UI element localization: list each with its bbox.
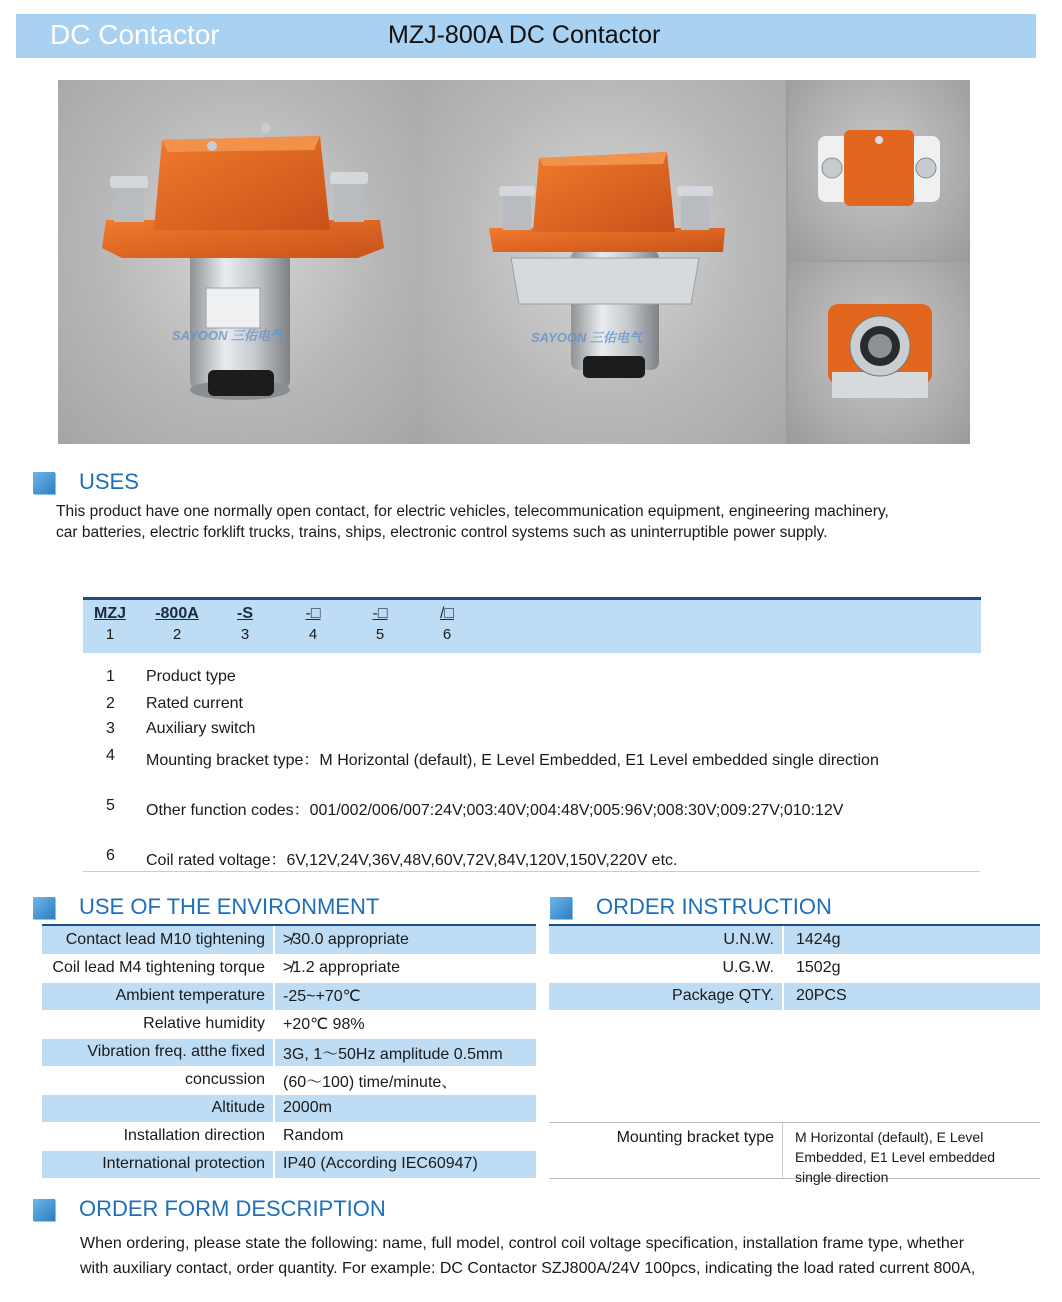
product-photo-top — [788, 80, 970, 260]
definition-number: 2 — [106, 695, 115, 712]
mounting-bracket-row — [549, 1122, 1040, 1185]
product-photo-side — [423, 80, 786, 444]
definition-number: 4 — [106, 747, 115, 764]
uses-text-line-2: car batteries, electric forklift trucks, trains, ships, electronic control systems such as uninterruptible power supply. — [56, 524, 828, 541]
definition-text: Other function codes：001/002/006/007:24V;003:40V;004:48V;005:96V;008:30V;009:27V;010:12V — [146, 802, 844, 819]
table-row — [549, 982, 1040, 1010]
model-code-number: 1 — [105, 626, 115, 643]
model-code-text: /□ — [439, 605, 455, 622]
environment-key: Relative humidity — [42, 1010, 274, 1038]
order-form-text-line-1: When ordering, please state the following: name, full model, control coil voltage specification, installation frame type, whether — [80, 1235, 965, 1252]
table-row — [42, 982, 536, 1010]
table-row — [42, 1038, 536, 1066]
order-value: 1502g — [783, 954, 1040, 982]
table-row — [42, 954, 536, 982]
environment-key: Installation direction — [42, 1122, 274, 1150]
section-bullet-icon — [550, 897, 572, 919]
model-code-number: 6 — [442, 626, 452, 643]
order-value: 20PCS — [783, 982, 1040, 1010]
environment-key: Coil lead M4 tightening torque — [42, 954, 274, 982]
definition-number: 5 — [106, 797, 115, 814]
model-code-text: -S — [237, 605, 253, 622]
model-code-number: 2 — [172, 626, 182, 643]
mounting-bracket-line: M Horizontal (default), E Level — [795, 1129, 984, 1145]
header-band — [16, 14, 1036, 58]
uses-text-line-1: This product have one normally open contact, for electric vehicles, telecommunication equipment, engineering machinery, — [56, 503, 889, 520]
environment-value: ≯1.2 appropriate — [274, 954, 536, 982]
product-photo-front — [58, 80, 423, 444]
model-code-part — [87, 605, 133, 643]
environment-value: ≯30.0 appropriate — [274, 926, 536, 954]
table-row — [42, 1010, 536, 1038]
uses-heading — [33, 469, 333, 499]
definition-number: 1 — [106, 668, 115, 685]
order-form-heading — [33, 1196, 453, 1226]
environment-table — [42, 926, 536, 1179]
order-key: U.G.W. — [549, 954, 783, 982]
environment-heading-text: USE OF THE ENVIRONMENT — [79, 894, 380, 919]
model-code-text: -□ — [372, 605, 388, 622]
environment-key: Vibration freq. atthe fixed — [42, 1038, 274, 1066]
model-code-number: 4 — [308, 626, 318, 643]
environment-value: Random — [274, 1122, 536, 1150]
table-row — [42, 1150, 536, 1178]
order-key: U.N.W. — [549, 926, 783, 954]
table-row — [42, 926, 536, 954]
order-form-text-line-2: with auxiliary contact, order quantity. For example: DC Contactor SZJ800A/24V 100pcs, indicating the load rated current 800A, — [80, 1260, 976, 1277]
definition-text: Coil rated voltage：6V,12V,24V,36V,48V,60V,72V,84V,120V,150V,220V etc. — [146, 852, 678, 869]
table-row — [42, 1094, 536, 1122]
table-row — [549, 954, 1040, 982]
page-title: MZJ-800A DC Contactor — [388, 21, 661, 49]
order-form-heading-text: ORDER FORM DESCRIPTION — [79, 1196, 386, 1221]
table-row — [42, 1122, 536, 1150]
mounting-bracket-value — [795, 1127, 1035, 1187]
section-bullet-icon — [33, 472, 55, 494]
order-heading-text: ORDER INSTRUCTION — [596, 894, 832, 919]
environment-key: concussion — [42, 1066, 274, 1094]
mounting-bracket-line: single direction — [795, 1169, 889, 1185]
environment-value: IP40 (According IEC60947) — [274, 1150, 536, 1178]
section-bullet-icon — [33, 897, 55, 919]
environment-value: (60～100) time/minute、 — [274, 1066, 536, 1094]
model-code-part — [360, 605, 400, 643]
environment-key: Ambient temperature — [42, 982, 274, 1010]
order-key: Package QTY. — [549, 982, 783, 1010]
definition-number: 3 — [106, 720, 115, 737]
product-photo-bottom — [788, 262, 970, 444]
environment-key: Altitude — [42, 1094, 274, 1122]
definitions-divider — [83, 871, 980, 872]
environment-heading — [33, 894, 453, 924]
definition-text: Mounting bracket type：M Horizontal (default), E Level Embedded, E1 Level embedded single direction — [146, 752, 879, 769]
environment-value: +20℃ 98% — [274, 1010, 536, 1038]
watermark-text-1: SAYOON 三佑电气 — [172, 328, 283, 343]
definition-text: Product type — [146, 668, 236, 685]
category-label: DC Contactor — [50, 19, 220, 50]
environment-value: 2000m — [274, 1094, 536, 1122]
model-code-part — [227, 605, 263, 643]
watermark-text-2: SAYOON 三佑电气 — [531, 330, 642, 345]
mounting-bracket-line: Embedded, E1 Level embedded — [795, 1149, 996, 1165]
table-row — [549, 926, 1040, 954]
model-code-number: 5 — [375, 626, 385, 643]
model-code-band — [83, 597, 981, 653]
order-table — [549, 926, 1040, 1011]
model-code-number: 3 — [240, 626, 250, 643]
model-code-text: -□ — [305, 605, 321, 622]
model-code-part — [427, 605, 467, 643]
mounting-bracket-key: Mounting bracket type — [549, 1123, 783, 1178]
uses-heading-text: USES — [79, 469, 139, 494]
environment-key: Contact lead M10 tightening — [42, 926, 274, 954]
order-instruction-heading — [550, 894, 930, 924]
model-code-part — [293, 605, 333, 643]
table-row — [42, 1066, 536, 1094]
model-code-text: -800A — [155, 605, 199, 622]
definition-text: Rated current — [146, 695, 243, 712]
model-code-text: MZJ — [94, 605, 126, 622]
definition-number: 6 — [106, 847, 115, 864]
environment-value: 3G, 1～50Hz amplitude 0.5mm — [274, 1038, 536, 1066]
model-code-part — [149, 605, 205, 643]
product-photo-panel — [58, 80, 970, 444]
environment-key: International protection — [42, 1150, 274, 1178]
order-value: 1424g — [783, 926, 1040, 954]
environment-value: -25~+70℃ — [274, 982, 536, 1010]
definition-text: Auxiliary switch — [146, 720, 256, 737]
section-bullet-icon — [33, 1199, 55, 1221]
